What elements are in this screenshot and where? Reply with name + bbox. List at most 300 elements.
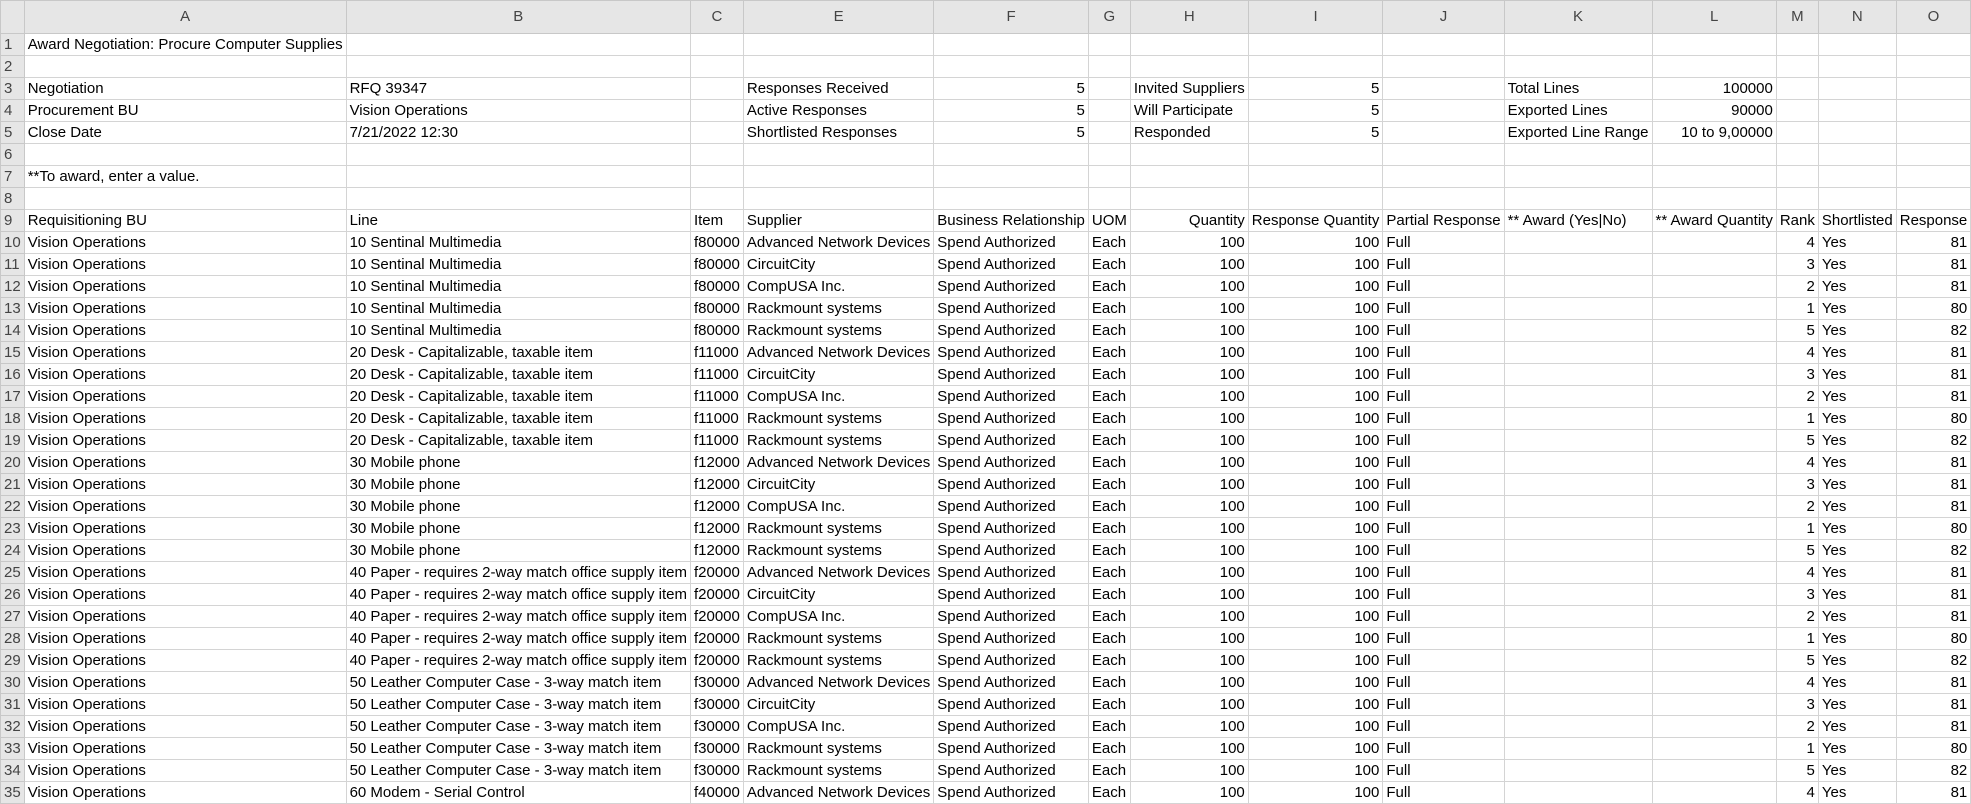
cell[interactable]: 81 xyxy=(1896,694,1971,716)
cell[interactable] xyxy=(1818,188,1896,210)
cell[interactable]: Full xyxy=(1383,276,1504,298)
cell[interactable] xyxy=(1504,408,1652,430)
row-header[interactable]: 16 xyxy=(1,364,25,386)
cell[interactable] xyxy=(1776,122,1818,144)
row-header[interactable]: 33 xyxy=(1,738,25,760)
cell[interactable]: Spend Authorized xyxy=(934,430,1089,452)
cell[interactable] xyxy=(1652,606,1776,628)
cell[interactable]: 2 xyxy=(1776,716,1818,738)
cell[interactable]: Spend Authorized xyxy=(934,232,1089,254)
cell[interactable] xyxy=(1248,34,1383,56)
cell[interactable]: Advanced Network Devices xyxy=(743,562,933,584)
cell[interactable]: 81 xyxy=(1896,672,1971,694)
cell[interactable]: Each xyxy=(1088,518,1130,540)
cell[interactable]: 10 to 9,00000 xyxy=(1652,122,1776,144)
cell[interactable]: Yes xyxy=(1818,386,1896,408)
cell[interactable]: Yes xyxy=(1818,738,1896,760)
cell[interactable]: Full xyxy=(1383,254,1504,276)
cell[interactable]: f20000 xyxy=(690,584,743,606)
cell[interactable]: Spend Authorized xyxy=(934,474,1089,496)
cell[interactable]: Rackmount systems xyxy=(743,518,933,540)
cell[interactable]: Spend Authorized xyxy=(934,650,1089,672)
cell[interactable]: Each xyxy=(1088,452,1130,474)
cell[interactable]: Each xyxy=(1088,320,1130,342)
cell[interactable] xyxy=(1504,760,1652,782)
cell[interactable]: Vision Operations xyxy=(24,298,346,320)
cell[interactable] xyxy=(1130,34,1248,56)
cell[interactable]: 100 xyxy=(1248,474,1383,496)
cell[interactable]: 100 xyxy=(1130,298,1248,320)
cell[interactable] xyxy=(1383,100,1504,122)
cell[interactable]: f12000 xyxy=(690,496,743,518)
cell[interactable]: f12000 xyxy=(690,540,743,562)
cell[interactable] xyxy=(743,144,933,166)
cell[interactable]: Each xyxy=(1088,364,1130,386)
cell[interactable]: Vision Operations xyxy=(24,276,346,298)
cell[interactable]: 30 Mobile phone xyxy=(346,518,690,540)
cell[interactable]: 5 xyxy=(934,122,1089,144)
cell[interactable]: 100 xyxy=(1130,386,1248,408)
cell[interactable]: 1 xyxy=(1776,518,1818,540)
cell[interactable]: 1 xyxy=(1776,298,1818,320)
cell[interactable]: Vision Operations xyxy=(24,474,346,496)
column-header[interactable]: C xyxy=(690,1,743,34)
row-header[interactable]: 14 xyxy=(1,320,25,342)
cell[interactable]: Advanced Network Devices xyxy=(743,232,933,254)
cell[interactable]: 2 xyxy=(1776,606,1818,628)
row-header[interactable]: 24 xyxy=(1,540,25,562)
cell[interactable]: Vision Operations xyxy=(24,452,346,474)
cell[interactable] xyxy=(934,34,1089,56)
cell[interactable]: 100 xyxy=(1248,276,1383,298)
cell[interactable] xyxy=(1504,606,1652,628)
cell[interactable]: Full xyxy=(1383,364,1504,386)
cell[interactable] xyxy=(1504,672,1652,694)
header-cell[interactable]: Item xyxy=(690,210,743,232)
cell[interactable] xyxy=(1504,34,1652,56)
cell[interactable] xyxy=(1776,188,1818,210)
cell[interactable]: Full xyxy=(1383,606,1504,628)
cell[interactable] xyxy=(346,166,690,188)
cell[interactable]: Full xyxy=(1383,430,1504,452)
cell[interactable] xyxy=(1504,364,1652,386)
header-cell[interactable]: Response Quantity xyxy=(1248,210,1383,232)
column-header[interactable]: A xyxy=(24,1,346,34)
cell[interactable] xyxy=(1504,628,1652,650)
cell[interactable]: Each xyxy=(1088,650,1130,672)
cell[interactable]: Full xyxy=(1383,496,1504,518)
cell[interactable]: Negotiation xyxy=(24,78,346,100)
cell[interactable] xyxy=(1818,56,1896,78)
cell[interactable]: Each xyxy=(1088,562,1130,584)
cell[interactable] xyxy=(1088,166,1130,188)
cell[interactable]: 5 xyxy=(1776,760,1818,782)
cell[interactable]: Spend Authorized xyxy=(934,782,1089,804)
cell[interactable] xyxy=(1652,694,1776,716)
cell[interactable]: 100 xyxy=(1248,342,1383,364)
cell[interactable] xyxy=(1896,100,1971,122)
cell[interactable]: 5 xyxy=(1248,122,1383,144)
cell[interactable]: Close Date xyxy=(24,122,346,144)
cell[interactable] xyxy=(1896,122,1971,144)
cell[interactable]: 100 xyxy=(1130,408,1248,430)
cell[interactable]: 20 Desk - Capitalizable, taxable item xyxy=(346,430,690,452)
cell[interactable] xyxy=(1504,386,1652,408)
cell[interactable] xyxy=(1652,518,1776,540)
cell[interactable]: Full xyxy=(1383,584,1504,606)
cell[interactable]: Vision Operations xyxy=(24,672,346,694)
cell[interactable]: Vision Operations xyxy=(24,716,346,738)
cell[interactable]: Each xyxy=(1088,386,1130,408)
cell[interactable]: Full xyxy=(1383,628,1504,650)
cell[interactable]: Active Responses xyxy=(743,100,933,122)
cell[interactable]: 2 xyxy=(1776,496,1818,518)
cell[interactable]: 100 xyxy=(1130,650,1248,672)
cell[interactable]: Each xyxy=(1088,496,1130,518)
cell[interactable]: Advanced Network Devices xyxy=(743,452,933,474)
cell[interactable] xyxy=(1652,584,1776,606)
cell[interactable]: Yes xyxy=(1818,320,1896,342)
cell[interactable] xyxy=(1088,144,1130,166)
cell[interactable]: 3 xyxy=(1776,584,1818,606)
cell[interactable]: Full xyxy=(1383,408,1504,430)
cell[interactable] xyxy=(1248,188,1383,210)
cell[interactable]: f30000 xyxy=(690,738,743,760)
column-header[interactable]: H xyxy=(1130,1,1248,34)
cell[interactable]: Advanced Network Devices xyxy=(743,782,933,804)
cell[interactable]: Advanced Network Devices xyxy=(743,342,933,364)
cell[interactable]: Spend Authorized xyxy=(934,276,1089,298)
cell[interactable] xyxy=(690,122,743,144)
cell[interactable] xyxy=(1652,430,1776,452)
cell[interactable]: 100 xyxy=(1248,562,1383,584)
cell[interactable] xyxy=(1776,144,1818,166)
cell[interactable]: Vision Operations xyxy=(24,430,346,452)
row-header[interactable]: 1 xyxy=(1,34,25,56)
cell[interactable]: 20 Desk - Capitalizable, taxable item xyxy=(346,386,690,408)
cell[interactable]: Vision Operations xyxy=(24,738,346,760)
cell[interactable]: Spend Authorized xyxy=(934,518,1089,540)
cell[interactable]: 100 xyxy=(1248,430,1383,452)
cell[interactable]: Yes xyxy=(1818,584,1896,606)
row-header[interactable]: 31 xyxy=(1,694,25,716)
cell[interactable]: f12000 xyxy=(690,452,743,474)
cell[interactable] xyxy=(1383,56,1504,78)
cell[interactable] xyxy=(1652,716,1776,738)
cell[interactable]: 100 xyxy=(1248,364,1383,386)
cell[interactable] xyxy=(346,144,690,166)
cell[interactable] xyxy=(1652,386,1776,408)
cell[interactable] xyxy=(1504,430,1652,452)
cell[interactable]: 100 xyxy=(1248,628,1383,650)
cell[interactable]: 82 xyxy=(1896,540,1971,562)
cell[interactable]: Full xyxy=(1383,672,1504,694)
cell[interactable] xyxy=(1818,166,1896,188)
cell[interactable] xyxy=(24,188,346,210)
cell[interactable]: Invited Suppliers xyxy=(1130,78,1248,100)
header-cell[interactable]: Rank xyxy=(1776,210,1818,232)
cell[interactable]: 100 xyxy=(1130,694,1248,716)
cell[interactable] xyxy=(1652,254,1776,276)
cell[interactable]: Yes xyxy=(1818,694,1896,716)
cell[interactable] xyxy=(1088,56,1130,78)
cell[interactable]: Shortlisted Responses xyxy=(743,122,933,144)
cell[interactable]: 100 xyxy=(1130,232,1248,254)
cell[interactable]: RFQ 39347 xyxy=(346,78,690,100)
cell[interactable]: Each xyxy=(1088,474,1130,496)
cell[interactable]: 40 Paper - requires 2-way match office supply item xyxy=(346,606,690,628)
row-header[interactable]: 17 xyxy=(1,386,25,408)
row-header[interactable]: 4 xyxy=(1,100,25,122)
cell[interactable]: Yes xyxy=(1818,254,1896,276)
cell[interactable]: 40 Paper - requires 2-way match office supply item xyxy=(346,562,690,584)
cell[interactable]: 40 Paper - requires 2-way match office supply item xyxy=(346,628,690,650)
cell[interactable]: 2 xyxy=(1776,386,1818,408)
cell[interactable]: 81 xyxy=(1896,474,1971,496)
cell[interactable]: 100 xyxy=(1130,342,1248,364)
cell[interactable] xyxy=(1652,144,1776,166)
cell[interactable]: Full xyxy=(1383,452,1504,474)
cell[interactable]: Each xyxy=(1088,540,1130,562)
cell[interactable] xyxy=(1652,672,1776,694)
cell[interactable]: Yes xyxy=(1818,716,1896,738)
cell[interactable]: 100 xyxy=(1130,540,1248,562)
cell[interactable] xyxy=(1504,540,1652,562)
cell[interactable]: 100 xyxy=(1130,738,1248,760)
cell[interactable]: Each xyxy=(1088,254,1130,276)
cell[interactable] xyxy=(1088,100,1130,122)
cell[interactable]: 81 xyxy=(1896,562,1971,584)
cell[interactable]: Yes xyxy=(1818,628,1896,650)
cell[interactable] xyxy=(1248,56,1383,78)
row-header[interactable]: 25 xyxy=(1,562,25,584)
cell[interactable]: Vision Operations xyxy=(24,408,346,430)
column-header[interactable]: F xyxy=(934,1,1089,34)
cell[interactable]: Full xyxy=(1383,694,1504,716)
cell[interactable] xyxy=(1652,562,1776,584)
header-cell[interactable]: Response xyxy=(1896,210,1971,232)
cell[interactable]: Yes xyxy=(1818,760,1896,782)
cell[interactable] xyxy=(690,56,743,78)
cell[interactable]: 82 xyxy=(1896,650,1971,672)
column-header[interactable]: I xyxy=(1248,1,1383,34)
cell[interactable]: Award Negotiation: Procure Computer Supplies xyxy=(24,34,346,56)
cell[interactable]: Full xyxy=(1383,320,1504,342)
cell[interactable]: Spend Authorized xyxy=(934,254,1089,276)
cell[interactable]: f20000 xyxy=(690,562,743,584)
cell[interactable]: Vision Operations xyxy=(24,518,346,540)
cell[interactable]: Each xyxy=(1088,760,1130,782)
cell[interactable]: 81 xyxy=(1896,386,1971,408)
cell[interactable]: Yes xyxy=(1818,364,1896,386)
cell[interactable] xyxy=(1504,562,1652,584)
cell[interactable]: 30 Mobile phone xyxy=(346,496,690,518)
cell[interactable]: 100 xyxy=(1130,496,1248,518)
cell[interactable] xyxy=(24,56,346,78)
cell[interactable] xyxy=(1896,56,1971,78)
cell[interactable] xyxy=(1383,144,1504,166)
cell[interactable]: Spend Authorized xyxy=(934,694,1089,716)
cell[interactable]: 50 Leather Computer Case - 3-way match item xyxy=(346,716,690,738)
cell[interactable]: Spend Authorized xyxy=(934,452,1089,474)
cell[interactable] xyxy=(1652,276,1776,298)
cell[interactable]: 3 xyxy=(1776,364,1818,386)
cell[interactable]: 100 xyxy=(1130,584,1248,606)
cell[interactable]: 5 xyxy=(1248,78,1383,100)
cell[interactable]: 100 xyxy=(1248,738,1383,760)
row-header[interactable]: 32 xyxy=(1,716,25,738)
cell[interactable]: Spend Authorized xyxy=(934,364,1089,386)
cell[interactable]: 2 xyxy=(1776,276,1818,298)
cell[interactable]: 100 xyxy=(1248,408,1383,430)
cell[interactable]: Spend Authorized xyxy=(934,496,1089,518)
cell[interactable]: 100 xyxy=(1248,694,1383,716)
cell[interactable]: 3 xyxy=(1776,694,1818,716)
cell[interactable] xyxy=(1130,56,1248,78)
cell[interactable]: 81 xyxy=(1896,496,1971,518)
cell[interactable]: Vision Operations xyxy=(346,100,690,122)
row-header[interactable]: 12 xyxy=(1,276,25,298)
cell[interactable]: Vision Operations xyxy=(24,562,346,584)
cell[interactable] xyxy=(743,56,933,78)
cell[interactable]: 100 xyxy=(1130,474,1248,496)
cell[interactable] xyxy=(1504,56,1652,78)
column-header[interactable]: N xyxy=(1818,1,1896,34)
cell[interactable]: Yes xyxy=(1818,782,1896,804)
cell[interactable] xyxy=(1383,34,1504,56)
cell[interactable]: 100 xyxy=(1130,760,1248,782)
cell[interactable] xyxy=(1896,34,1971,56)
cell[interactable]: Vision Operations xyxy=(24,650,346,672)
cell[interactable]: Vision Operations xyxy=(24,386,346,408)
cell[interactable] xyxy=(1896,166,1971,188)
header-cell[interactable]: Business Relationship xyxy=(934,210,1089,232)
cell[interactable]: f80000 xyxy=(690,298,743,320)
cell[interactable]: Vision Operations xyxy=(24,342,346,364)
cell[interactable] xyxy=(934,56,1089,78)
cell[interactable]: Full xyxy=(1383,474,1504,496)
cell[interactable] xyxy=(1652,56,1776,78)
cell[interactable]: f20000 xyxy=(690,628,743,650)
cell[interactable] xyxy=(1776,100,1818,122)
column-header[interactable]: O xyxy=(1896,1,1971,34)
cell[interactable]: 4 xyxy=(1776,562,1818,584)
cell[interactable]: 80 xyxy=(1896,738,1971,760)
column-header[interactable]: L xyxy=(1652,1,1776,34)
cell[interactable] xyxy=(1504,320,1652,342)
cell[interactable]: Exported Line Range xyxy=(1504,122,1652,144)
cell[interactable] xyxy=(1504,716,1652,738)
cell[interactable]: Vision Operations xyxy=(24,628,346,650)
cell[interactable] xyxy=(1504,144,1652,166)
row-header[interactable]: 20 xyxy=(1,452,25,474)
row-header[interactable]: 23 xyxy=(1,518,25,540)
cell[interactable]: 82 xyxy=(1896,320,1971,342)
cell[interactable] xyxy=(743,166,933,188)
cell[interactable]: Rackmount systems xyxy=(743,298,933,320)
row-header[interactable]: 15 xyxy=(1,342,25,364)
cell[interactable] xyxy=(1504,584,1652,606)
cell[interactable] xyxy=(934,188,1089,210)
cell[interactable]: 4 xyxy=(1776,782,1818,804)
cell[interactable]: 100 xyxy=(1248,672,1383,694)
cell[interactable] xyxy=(1504,694,1652,716)
cell[interactable]: f20000 xyxy=(690,650,743,672)
cell[interactable]: 20 Desk - Capitalizable, taxable item xyxy=(346,342,690,364)
column-header[interactable]: G xyxy=(1088,1,1130,34)
column-header[interactable]: J xyxy=(1383,1,1504,34)
cell[interactable]: Full xyxy=(1383,518,1504,540)
cell[interactable]: 100 xyxy=(1130,672,1248,694)
cell[interactable] xyxy=(1652,452,1776,474)
cell[interactable]: 50 Leather Computer Case - 3-way match item xyxy=(346,694,690,716)
row-header[interactable]: 3 xyxy=(1,78,25,100)
cell[interactable]: 100 xyxy=(1248,584,1383,606)
cell[interactable] xyxy=(690,100,743,122)
cell[interactable]: 5 xyxy=(1776,320,1818,342)
cell[interactable] xyxy=(1652,188,1776,210)
cell[interactable]: 100 xyxy=(1130,320,1248,342)
cell[interactable]: Will Participate xyxy=(1130,100,1248,122)
cell[interactable]: Full xyxy=(1383,738,1504,760)
cell[interactable]: Each xyxy=(1088,342,1130,364)
cell[interactable]: Vision Operations xyxy=(24,606,346,628)
header-cell[interactable]: Quantity xyxy=(1130,210,1248,232)
cell[interactable]: CircuitCity xyxy=(743,694,933,716)
row-header[interactable]: 9 xyxy=(1,210,25,232)
cell[interactable]: Rackmount systems xyxy=(743,738,933,760)
cell[interactable] xyxy=(1818,78,1896,100)
cell[interactable]: 3 xyxy=(1776,254,1818,276)
cell[interactable] xyxy=(1652,738,1776,760)
cell[interactable]: Procurement BU xyxy=(24,100,346,122)
cell[interactable]: Total Lines xyxy=(1504,78,1652,100)
row-header[interactable]: 34 xyxy=(1,760,25,782)
row-header[interactable]: 26 xyxy=(1,584,25,606)
cell[interactable] xyxy=(1504,342,1652,364)
cell[interactable]: 81 xyxy=(1896,716,1971,738)
cell[interactable]: 7/21/2022 12:30 xyxy=(346,122,690,144)
cell[interactable] xyxy=(24,144,346,166)
cell[interactable]: Spend Authorized xyxy=(934,672,1089,694)
cell[interactable]: 1 xyxy=(1776,738,1818,760)
cell[interactable] xyxy=(1130,188,1248,210)
cell[interactable] xyxy=(1504,738,1652,760)
cell[interactable]: CircuitCity xyxy=(743,584,933,606)
cell[interactable]: 100 xyxy=(1248,716,1383,738)
cell[interactable]: 50 Leather Computer Case - 3-way match item xyxy=(346,760,690,782)
cell[interactable] xyxy=(1652,760,1776,782)
column-header[interactable]: B xyxy=(346,1,690,34)
row-header[interactable]: 7 xyxy=(1,166,25,188)
header-cell[interactable]: Shortlisted xyxy=(1818,210,1896,232)
cell[interactable] xyxy=(1896,144,1971,166)
cell[interactable]: 80 xyxy=(1896,518,1971,540)
cell[interactable]: Each xyxy=(1088,738,1130,760)
cell[interactable]: 100 xyxy=(1130,452,1248,474)
cell[interactable] xyxy=(690,34,743,56)
cell[interactable] xyxy=(1088,188,1130,210)
cell[interactable] xyxy=(934,144,1089,166)
cell[interactable] xyxy=(690,188,743,210)
cell[interactable] xyxy=(1383,166,1504,188)
cell[interactable]: Rackmount systems xyxy=(743,628,933,650)
cell[interactable]: 81 xyxy=(1896,364,1971,386)
cell[interactable]: f30000 xyxy=(690,694,743,716)
cell[interactable]: Responded xyxy=(1130,122,1248,144)
cell[interactable] xyxy=(1504,782,1652,804)
cell[interactable] xyxy=(1504,496,1652,518)
